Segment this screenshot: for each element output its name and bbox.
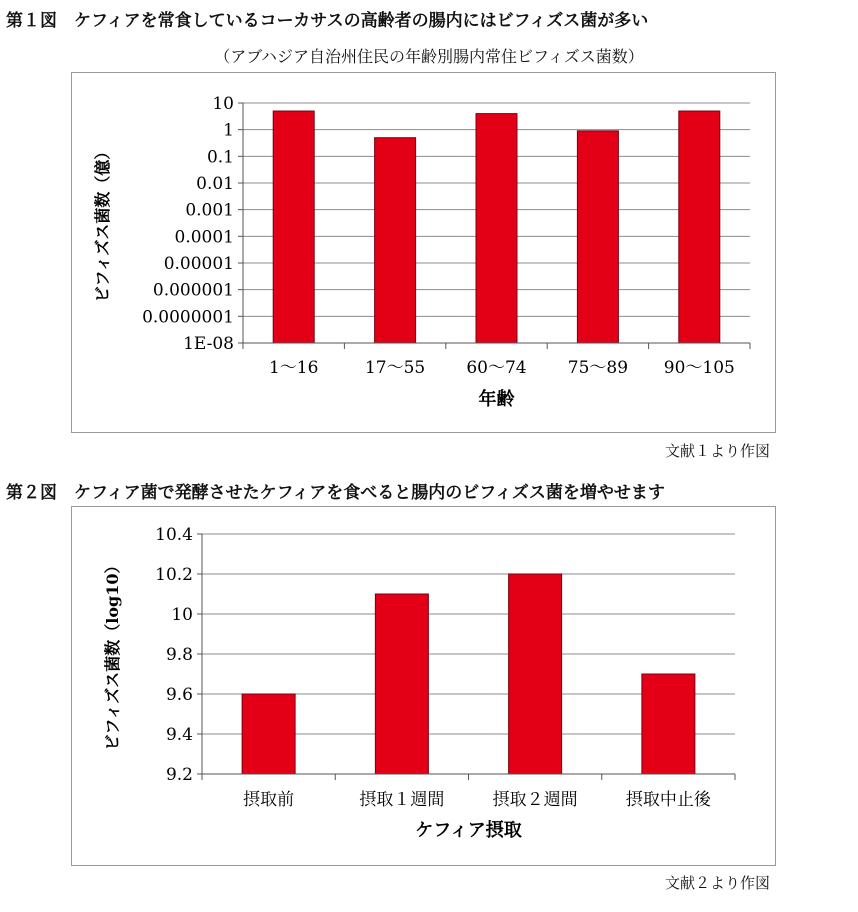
x-axis-title: 年齢 [478,389,515,410]
figure2-panel [71,506,776,866]
y-tick-label: 10 [171,605,193,625]
y-tick-label: 0.0000001 [142,307,234,328]
x-tick-label: 摂取１週間 [359,790,445,810]
x-tick-label: 60〜74 [466,358,527,378]
y-tick-label: 0.01 [196,174,234,194]
x-tick-label: 摂取前 [243,790,295,810]
y-axis-title: ビフィズス菌数（億） [93,143,112,303]
y-tick-label: 10.2 [155,565,193,585]
y-tick-label: 1E-08 [183,334,234,354]
y-tick-label: 0.00001 [163,254,234,274]
x-tick-label: 17〜55 [364,358,426,378]
y-tick-label: 0.000001 [152,280,234,301]
y-tick-label: 9.8 [165,645,193,665]
bar [375,594,428,774]
figure2-source: 文献２より作図 [664,874,770,892]
y-tick-label: 9.2 [165,765,193,785]
bar [476,114,517,343]
y-tick-label: 0.1 [206,147,234,168]
bar [509,574,562,774]
x-tick-label: 90〜105 [663,358,735,378]
figure1-chart [72,73,775,432]
y-axis-title: ビフィズス菌数（log10） [103,557,122,751]
figure2-title: 第２図 ケフィア菌で発酵させたケフィアを食べると腸内のビフィズス菌を増やせます [6,483,665,503]
figure1-title: 第１図 ケフィアを常食しているコーカサスの高齢者の腸内にはビフィズス菌が多い [6,11,649,31]
bar [375,138,416,343]
y-tick-label: 9.4 [165,725,193,745]
y-tick-label: 9.6 [165,685,193,705]
bar [273,111,314,343]
x-tick-label: 摂取中止後 [625,790,711,810]
figure1-panel [71,72,776,433]
bar [577,131,618,343]
x-axis-title: ケフィア摂取 [415,820,522,841]
figure2-chart [72,507,775,865]
x-tick-label: 75〜89 [567,358,629,378]
y-tick-label: 1 [223,120,234,141]
x-tick-label: 1〜16 [268,358,319,378]
figure1-source: 文献１より作図 [664,442,770,460]
y-tick-label: 10 [212,94,234,114]
y-tick-label: 0.001 [185,200,234,221]
y-tick-label: 10.4 [155,525,193,545]
x-tick-label: 摂取２週間 [492,790,578,810]
bar [242,694,295,774]
y-tick-label: 0.0001 [174,227,234,248]
bar [679,111,720,343]
figure1-subtitle: （アブハジア自治州住民の年齢別腸内常住ビフィズス菌数） [214,47,644,66]
bar [642,674,695,774]
